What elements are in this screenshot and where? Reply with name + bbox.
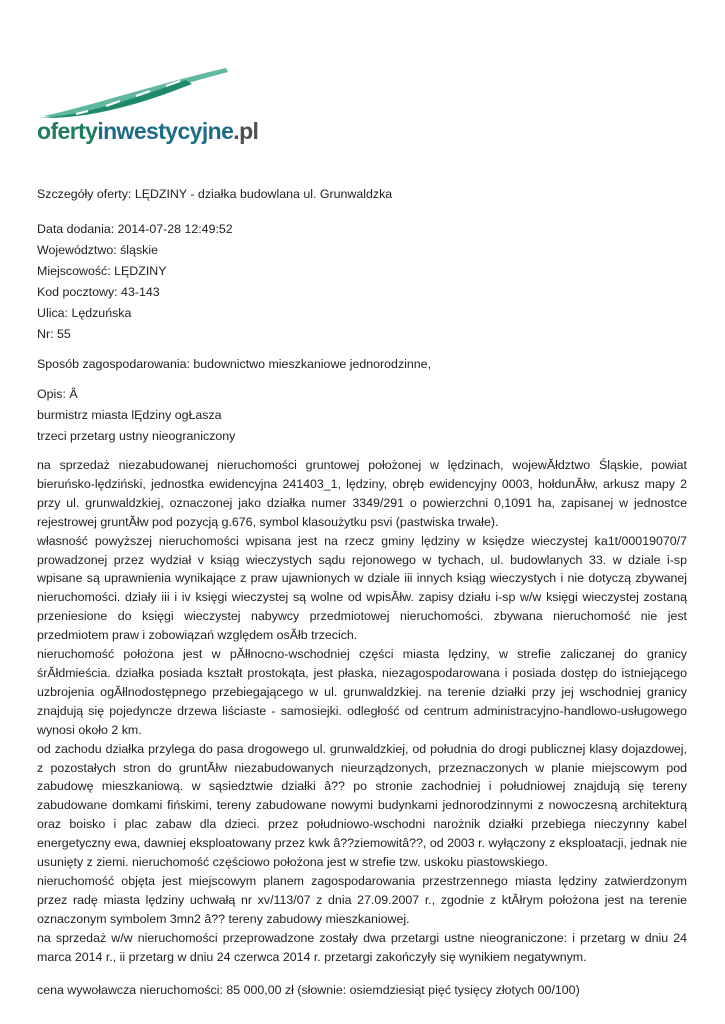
description-paragraph: na sprzedaż w/w nieruchomości przeprowadzone zostały dwa przetargi ustne nieograniczone: i przetarg w dniu 24 marca 2014 r., ii przetarg w dniu 24 czerwca 2014 r. przetargi zakończyły się wynikiem negatywnym. — [37, 930, 687, 964]
site-logo[interactable] — [36, 66, 259, 150]
date-added-label: Data dodania: — [37, 222, 115, 236]
description-line-1: burmistrz miasta lĘdziny ogŁasza — [37, 408, 222, 422]
description-paragraph: nieruchomość położona jest w pĂłłnocno-wschodniej części miasta lędziny, w strefie zaliczanej do granicy śrĂłdmieścia. działka posiada kształt prostokąta, jest płaska, niezagospodarowana i posiada dostęp do istniejącego uzbrojenia ogĂłlnodostępnego przebiegającego w ul. grunwaldzkiej. na terenie działki przy jej wschodniej granicy znajdują się pojedyncze drzewa liściaste - samosiejki. odległość od centrum administracyjno-handlowo-usługowego wynosi około 2 km. — [37, 647, 687, 737]
description-line-2: trzeci przetarg ustny nieograniczony — [37, 429, 236, 443]
postcode-label: Kod pocztowy: — [37, 285, 118, 299]
city-row — [37, 261, 687, 282]
street-row — [37, 303, 687, 324]
logo-wordmark — [37, 118, 258, 145]
description-paragraph: na sprzedaż niezabudowanej nieruchomości gruntowej położonej w lędzinach, wojewĂłdztwo Śląskie, powiat bieruńsko-lędziński, jednostka ewidencyjna 241403_1, lędziny, obręb ewidencyjny 0003, hołdunĂłw, arkusz mapy 2 przy ul. grunwaldzkiej, oznaczonej jako działka numer 3349/291 o powierzchni 0,1091 ha, zapisanej w jednostce rejestrowej gruntĂłw pod pozycją g.676, symbol klasoużytku psvi (pastwiska trwałe). — [37, 458, 687, 529]
description-label-suffix: Â — [69, 387, 78, 401]
usage-label: Sposób zagospodarowania: — [37, 357, 190, 371]
date-added-value: 2014-07-28 12:49:52 — [117, 222, 233, 236]
description-body — [37, 456, 687, 966]
offer-content — [37, 184, 687, 1013]
voivodeship-row — [37, 240, 687, 261]
date-added-row — [37, 219, 687, 240]
voivodeship-label: Województwo: — [37, 243, 117, 257]
usage-value: budownictwo mieszkaniowe jednorodzinne, — [193, 357, 432, 371]
logo-text-inwestycyjne: inwestycyjne — [97, 118, 234, 144]
street-value: Lędzuńska — [71, 306, 132, 320]
city-value: LĘDZINY — [114, 264, 167, 278]
offer-title-label: Szczegóły oferty: — [37, 187, 132, 201]
offer-title-value: LĘDZINY - działka budowlana ul. Grunwaldzka — [134, 187, 393, 201]
asking-price: cena wywoławcza nieruchomości: 85 000,00 zł (słownie: osiemdziesiąt pięć tysięcy złotych 00/100) — [37, 983, 580, 998]
offer-title — [37, 184, 687, 205]
number-label: Nr: — [37, 327, 54, 341]
description-paragraph: nieruchomość objęta jest miejscowym planem zagospodarowania przestrzennego miasta lędziny zatwierdzonym przez radę miasta lędziny uchwałą nr xv/113/07 z dnia 27.09.2007 r., zgodnie z ktĂłrym położona jest na terenie oznaczonym symbolem 3mn2 â?? tereny zabudowy mieszkaniowej. — [37, 873, 687, 926]
postcode-value: 43-143 — [121, 285, 160, 299]
road-logo-icon — [36, 66, 236, 118]
voivodeship-value: śląskie — [120, 243, 158, 257]
description-label: Opis: — [37, 387, 66, 401]
city-label: Miejscowość: — [37, 264, 111, 278]
number-value: 55 — [56, 327, 71, 341]
street-label: Ulica: — [37, 306, 68, 320]
logo-text-pl: .pl — [233, 118, 259, 144]
number-row — [37, 324, 687, 345]
usage-row — [37, 354, 687, 375]
description-paragraph: własność powyższej nieruchomości wpisana jest na rzecz gminy lędziny w księdze wieczystej ka1t/00019070/7 prowadzonej przez wydział v ksiąg wieczystych sądu rejonowego w tychach, ul. budowlanych 33. w dziale i-sp wpisane są uprawnienia wynikające z praw ujawnionych w dziale iii innych ksiąg wieczystych i nie dotyczą zbywanej nieruchomości. działy iii i iv księgi wieczystej są wolne od wpisĂłw. zapisy działu i-sp w/w księgi wieczystej zostaną przeniesione do księgi wieczystej nabywcy przedmiotowej nieruchomości. zbywana nieruchomość nie jest przedmiotem praw i zobowiązań względem osĂłb trzecich. — [37, 533, 687, 643]
logo-text-oferty: oferty — [37, 118, 98, 144]
description-paragraph: od zachodu działka przylega do pasa drogowego ul. grunwaldzkiej, od południa do drogi publicznej klasy dojazdowej, z pozostałych stron do gruntĂłw niezabudowanych nieurządzonych, przeznaczonych w planie miejscowym pod zabudowę mieszkaniową. w sąsiedztwie działki â?? po stronie zachodniej i południowej znajdują się tereny zabudowane domkami fińskimi, tereny zabudowane nowymi budynkami jednorodzinnymi z nowoczesną architekturą oraz boisko i plac zabaw dla dzieci. przez południowo-wschodni narożnik działki przebiega nieczynny kabel energetyczny ewa, dawniej eksploatowany przez kwk â??ziemowitâ??, od 2003 r. wyłączony z eksploatacji, jednak nie usunięty z ziemi. nieruchomość częściowo położona jest w strefie tzw. uskoku piastowskiego. — [37, 741, 687, 870]
description-label-row — [37, 384, 687, 405]
postcode-row — [37, 282, 687, 303]
